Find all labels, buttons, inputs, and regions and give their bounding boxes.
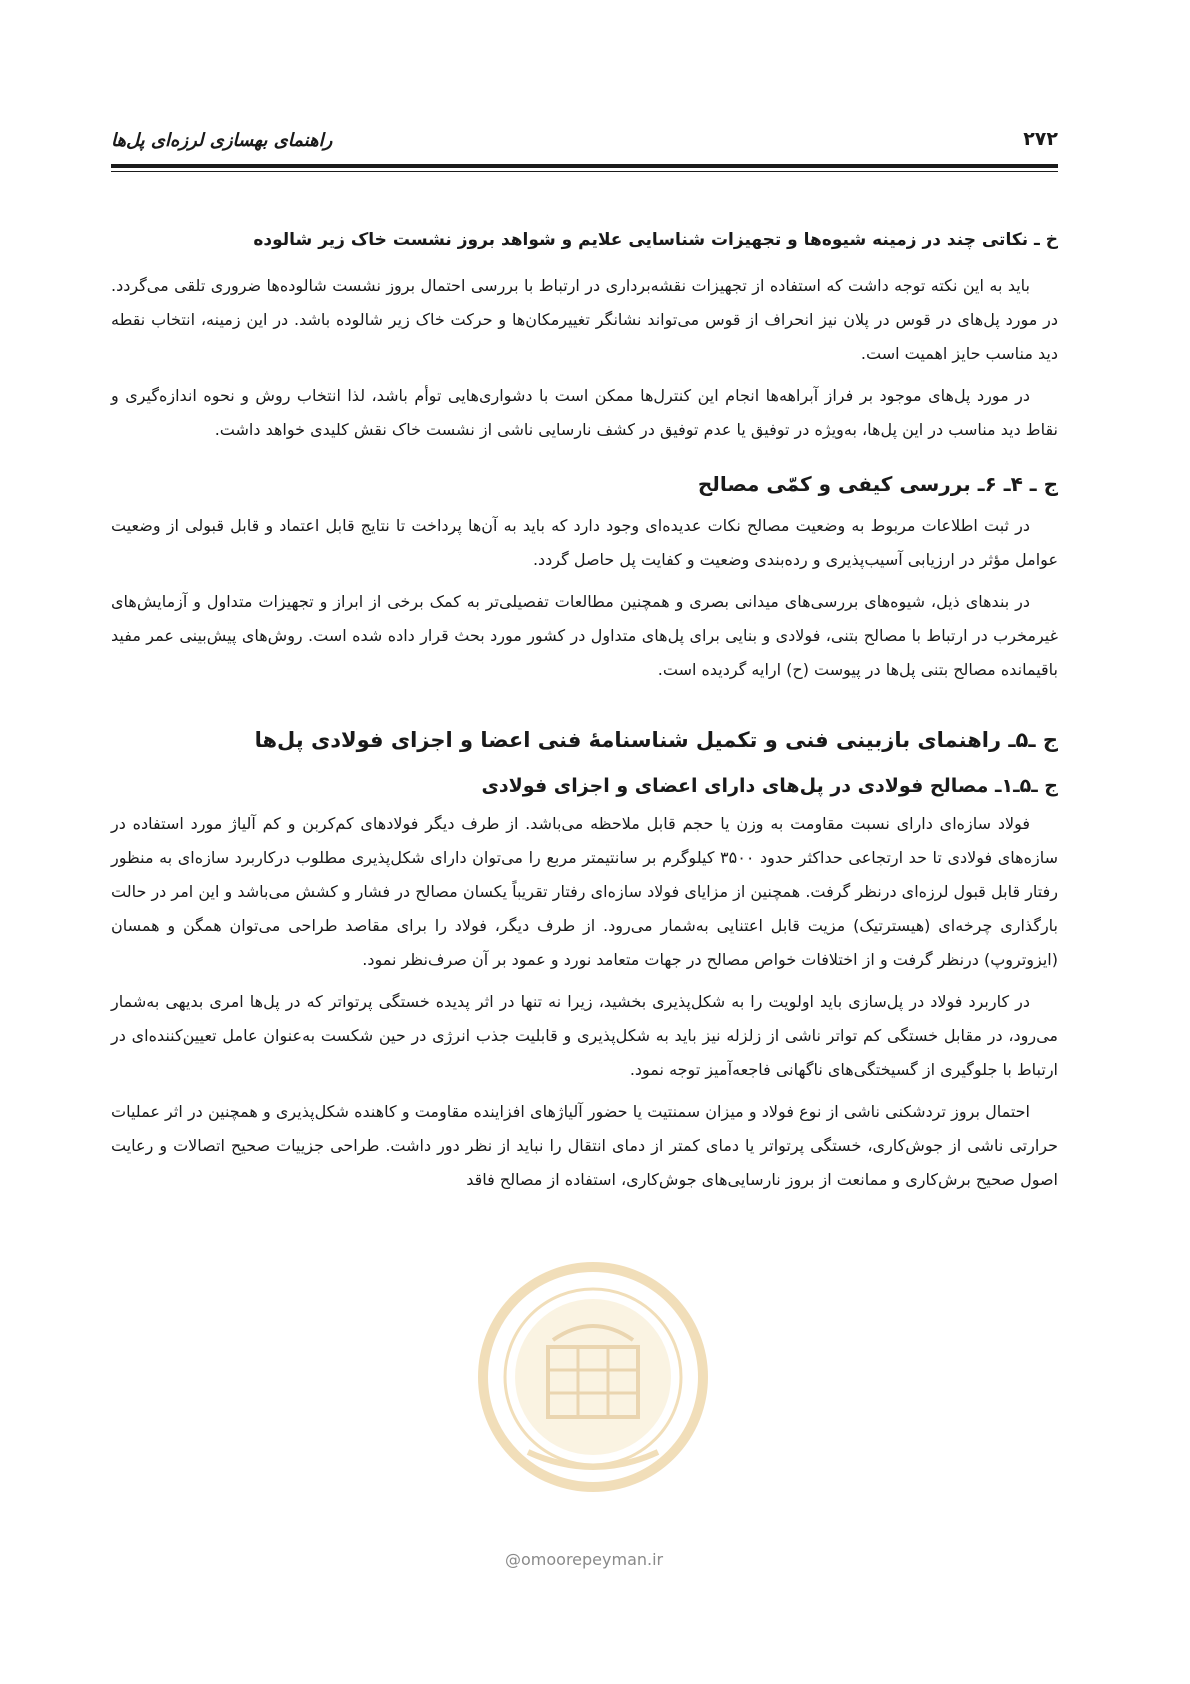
paragraph: احتمال بروز تردشکنی ناشی از نوع فولاد و میزان سمنتیت یا حضور آلیاژهای افزاینده مقاومت و کاهنده شکل‌پذیری و همچنین در اثر عملیات حرارتی ناشی از جوش‌کاری، خستگی پرتواتر یا دمای کمتر از دمای انتقال را نباید از نظر دور داشت. طراحی جزییات صحیح اتصالات و رعایت اصول صحیح برش‌کاری و ممانعت از بروز نارسایی‌های جوش‌کاری، استفاده از مصالح فاقد	[111, 1102, 1058, 1189]
section-heading-kh: خ ـ نکاتی چند در زمینه شیوه‌ها و تجهیزات شناسایی علایم و شواهد بروز نشست خاک زیر شالوده	[253, 230, 1058, 250]
paragraph: در ثبت اطلاعات مربوط به وضعیت مصالح نکات عدیده‌ای وجود دارد که باید به آن‌ها پرداخت تا نتایج قابل اعتماد و قابل قبولی از وضعیت عوامل مؤثر در ارزیابی آسیب‌پذیری و رده‌بندی وضعیت و کفایت پل حاصل گردد.	[111, 516, 1058, 569]
paragraph: در کاربرد فولاد در پل‌سازی باید اولویت را به شکل‌پذیری بخشید، زیرا نه تنها در اثر پدیده خستگی پرتواتر که در پل‌ها امری بدیهی به‌شمار می‌رود، در مقابل خستگی کم تواتر ناشی از زلزله نیز باید به شکل‌پذیری و قابلیت جذب انرژی در حین شکست به‌عنوان عامل تعیین‌کننده‌ای در ارتباط با جلوگیری از گسیختگی‌های ناگهانی فاجعه‌آمیز توجه نمود.	[111, 992, 1058, 1079]
header-rule-thin	[111, 171, 1058, 172]
paragraph: باید به این نکته توجه داشت که استفاده از تجهیزات نقشه‌برداری در ارتباط با بررسی احتمال بروز نشست شالوده‌ها ضروری تلقی می‌گردد. در مورد پل‌های در قوس در پلان نیز انحراف از قوس می‌تواند نشانگر تغییرمکان‌ها و حرکت خاک زیر شالوده باشد. در این زمینه، انتخاب نقطه دید مناسب حایز اهمیت است.	[111, 276, 1058, 363]
page-header	[111, 128, 1058, 168]
section-heading-c-4-6: ج ـ ۴ـ ۶ـ بررسی کیفی و کمّی مصالح	[697, 472, 1058, 496]
section-heading-c-5: ج ـ۵ـ راهنمای بازبینی فنی و تکمیل شناسنامهٔ فنی اعضا و اجزای فولادی پل‌ها	[254, 728, 1058, 752]
paragraph: در بندهای ذیل، شیوه‌های بررسی‌های میدانی بصری و همچنین مطالعات تفصیلی‌تر به کمک برخی از ابراز و تجهیزات متداول و آزمایش‌های غیرمخرب در ارتباط با مصالح بتنی، فولادی و بنایی برای پل‌های متداول در کشور مورد بحث قرار داده شده است. روش‌های پیش‌بینی عمر مفید باقیمانده مصالح بتنی پل‌ها در پیوست (ح) ارایه گردیده است.	[111, 592, 1058, 679]
watermark-url: @omoorepeyman.ir	[505, 1550, 664, 1569]
paragraph: در مورد پل‌های موجود بر فراز آبراهه‌ها انجام این کنترل‌ها ممکن است با دشواری‌هایی توأم باشد، لذا انتخاب روش و نحوه اندازه‌گیری و نقاط دید مناسب در این پل‌ها، به‌ویژه در توفیق یا عدم توفیق در کشف نارسایی ناشی از نشست خاک نقش کلیدی خواهد داشت.	[111, 386, 1058, 439]
running-title: راهنمای بهسازی لرزه‌ای پل‌ها	[111, 130, 333, 151]
header-rule-thick	[111, 164, 1058, 168]
main-content	[111, 225, 1058, 1205]
watermark-logo-icon	[468, 1252, 718, 1502]
page-number: ۲۷۲	[1023, 128, 1058, 150]
paragraph: فولاد سازه‌ای دارای نسبت مقاومت به وزن یا حجم قابل ملاحظه می‌باشد. از طرف دیگر فولادهای کم‌کربن و کم آلیاژ مورد استفاده در سازه‌های فولادی تا حد ارتجاعی حداکثر حدود ۳۵۰۰ کیلوگرم بر سانتیمتر مربع را می‌توان دارای شکل‌پذیری مطلوب درکاربرد سازه‌ای به منظور رفتار قابل قبول لرزه‌ای درنظر گرفت. همچنین از مزایای فولاد سازه‌ای رفتار تقریباً یکسان مصالح در فشار و کشش می‌باشد و این امر در حالت بارگذاری چرخه‌ای (هیسترتیک) مزیت قابل اعتنایی به‌شمار می‌رود. از طرف دیگر، فولاد را برای مقاصد طراحی می‌توان همگن و همسان (ایزوتروپ) درنظر گرفت و از اختلافات خواص مصالح در جهات متعامد نورد و عمود بر آن صرف‌نظر نمود.	[111, 814, 1058, 969]
section-heading-c-5-1: ج ـ۵ـ۱ـ مصالح فولادی در پل‌های دارای اعضای و اجزای فولادی	[481, 775, 1058, 797]
